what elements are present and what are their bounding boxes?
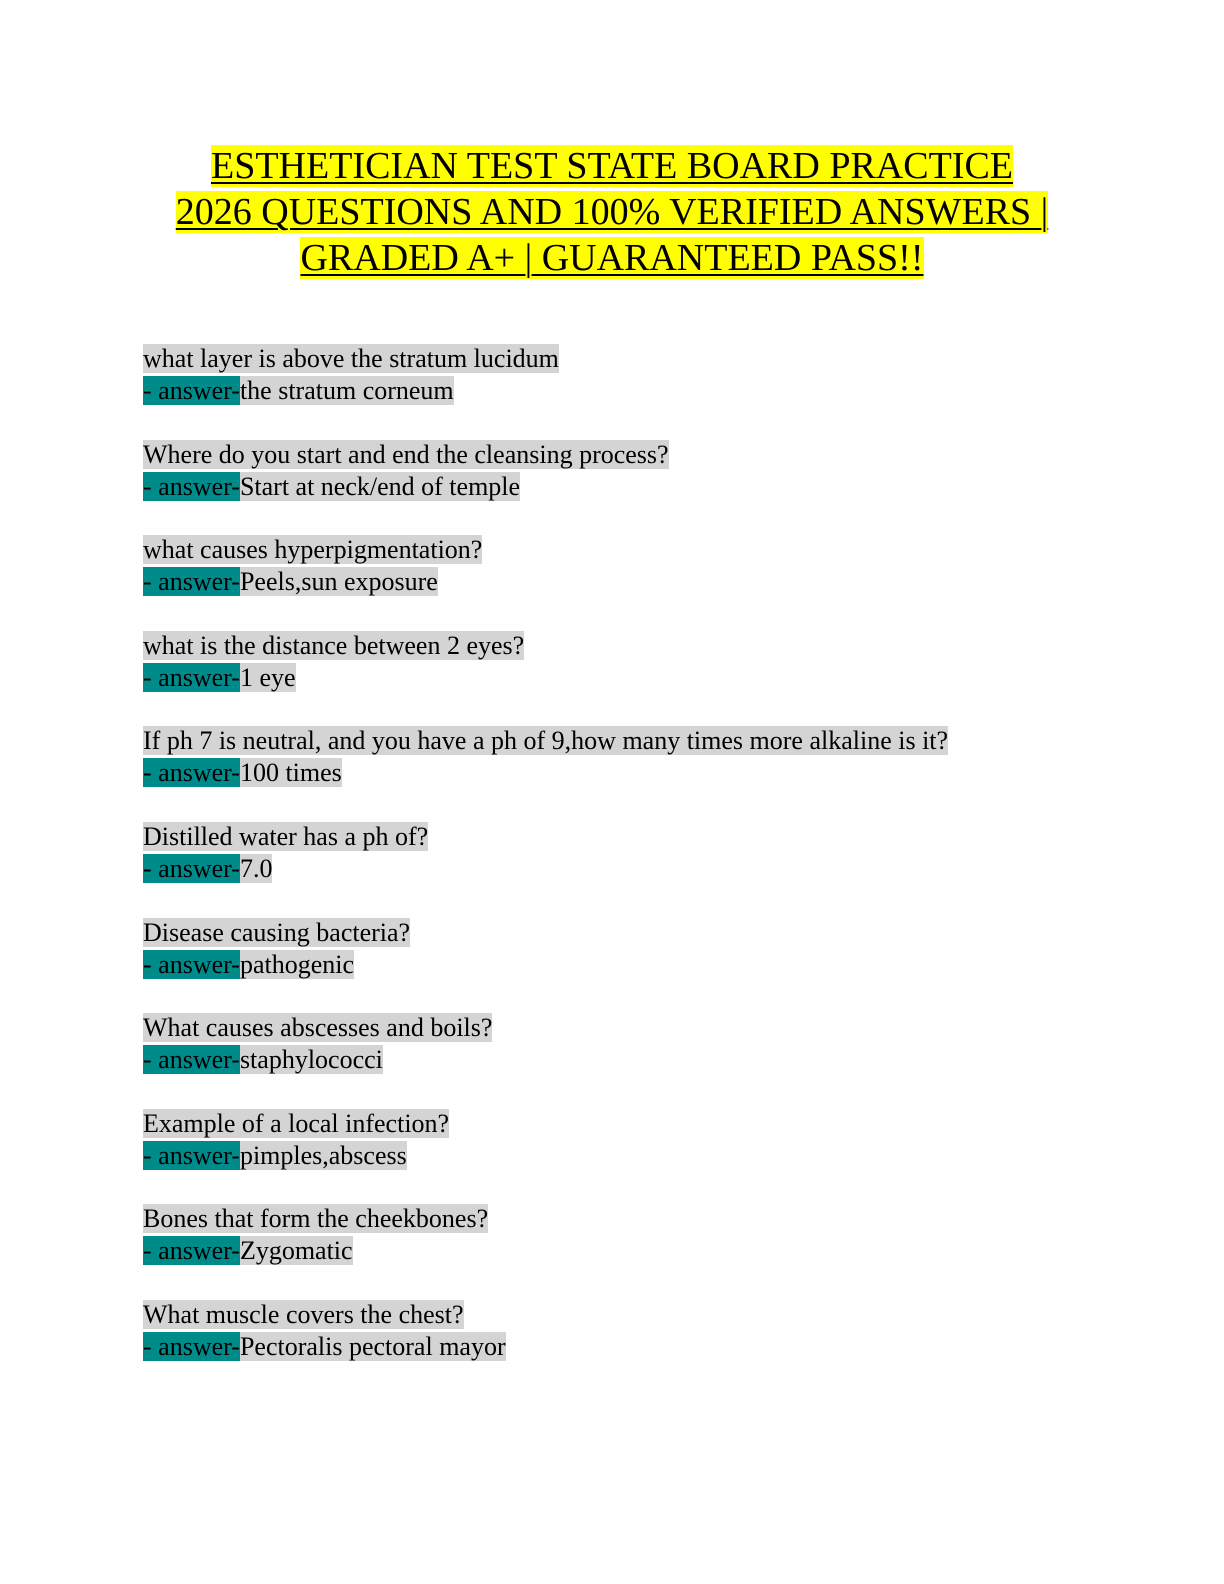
answer-prefix: - answer- (143, 1331, 240, 1361)
answer-line (143, 662, 1143, 694)
question-text: what causes hyperpigmentation? (143, 535, 483, 565)
answer-prefix: - answer- (143, 376, 240, 405)
qa-item (143, 1108, 1143, 1204)
question-text: what is the distance between 2 eyes? (143, 630, 525, 660)
qa-item (143, 725, 1143, 821)
qa-item (143, 917, 1143, 1013)
answer-line (143, 1331, 1143, 1363)
qa-item (143, 1203, 1143, 1299)
qa-item (143, 534, 1143, 630)
answer-line (143, 1044, 1143, 1076)
title-line: ESTHETICIAN TEST STATE BOARD PRACTICE (210, 145, 1014, 187)
qa-item (143, 630, 1143, 726)
question-text: Where do you start and end the cleansing process? (143, 439, 669, 469)
answer-line (143, 375, 1143, 407)
question-text: Distilled water has a ph of? (143, 821, 429, 851)
answer-text: pimples,abscess (239, 1140, 407, 1170)
qa-item (143, 1012, 1143, 1108)
answer-line (143, 1235, 1143, 1267)
answer-text: 1 eye (239, 662, 296, 692)
answer-prefix: - answer- (143, 1045, 240, 1075)
answer-text: Pectoralis pectoral mayor (239, 1331, 506, 1361)
answer-prefix: - answer- (143, 471, 240, 501)
document-title (100, 143, 1124, 281)
answer-text: staphylococci (239, 1045, 383, 1075)
answer-prefix: - answer- (143, 949, 240, 979)
answer-line (143, 757, 1143, 789)
answer-prefix: - answer- (143, 567, 240, 597)
qa-list (143, 343, 1143, 1395)
answer-text: Start at neck/end of temple (239, 471, 521, 501)
qa-item (143, 343, 1143, 439)
qa-item (143, 821, 1143, 917)
question-text: what layer is above the stratum lucidum (143, 344, 559, 373)
answer-line (143, 949, 1143, 981)
answer-text: 7.0 (239, 853, 273, 883)
answer-prefix: - answer- (143, 853, 240, 883)
question-text: Disease causing bacteria? (143, 917, 411, 947)
answer-prefix: - answer- (143, 662, 240, 692)
title-line: GRADED A+ | GUARANTEED PASS!! (300, 237, 924, 279)
answer-text: 100 times (239, 758, 342, 788)
question-text: Bones that form the cheekbones? (143, 1204, 489, 1234)
answer-prefix: - answer- (143, 1236, 240, 1266)
qa-item (143, 439, 1143, 535)
answer-line (143, 471, 1143, 503)
question-text: What causes abscesses and boils? (143, 1013, 493, 1043)
answer-line (143, 566, 1143, 598)
answer-text: the stratum corneum (239, 376, 454, 405)
answer-line (143, 853, 1143, 885)
qa-item (143, 1299, 1143, 1395)
answer-prefix: - answer- (143, 1140, 240, 1170)
answer-text: pathogenic (239, 949, 355, 979)
question-text: If ph 7 is neutral, and you have a ph of 9,how many times more alkaline is it? (143, 726, 949, 756)
title-line: 2026 QUESTIONS AND 100% VERIFIED ANSWERS | (175, 191, 1049, 233)
answer-prefix: - answer- (143, 758, 240, 788)
question-text: What muscle covers the chest? (143, 1299, 464, 1329)
answer-line (143, 1140, 1143, 1172)
answer-text: Peels,sun exposure (239, 567, 438, 597)
question-text: Example of a local infection? (143, 1108, 450, 1138)
answer-text: Zygomatic (239, 1236, 353, 1266)
